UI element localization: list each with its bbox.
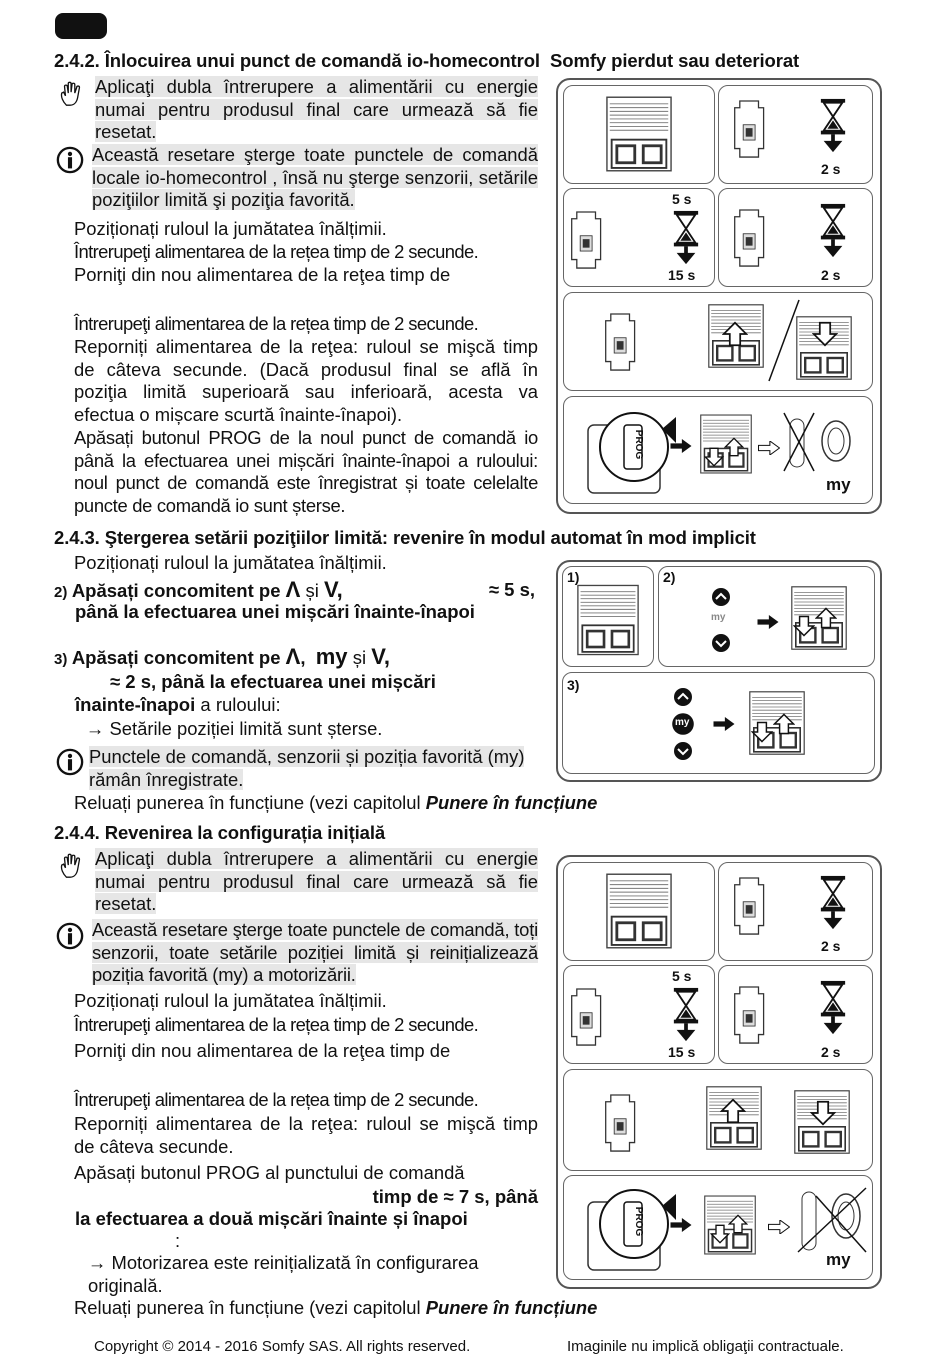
step-number: 3) [54, 651, 68, 668]
down-arrow-icon [793, 615, 815, 637]
step-text: Întrerupeţi alimentarea de la rețea timp de 2 secunde. [74, 241, 479, 262]
info-note: Această resetare şterge toate punctele de comandă, toți senzorii, toate setările poziției limită și reinițializează poziția favorită (my) a motorizării. [92, 919, 538, 985]
figure-cell [718, 188, 873, 287]
conjunction: și [352, 647, 367, 668]
figure-cell [562, 566, 654, 667]
figure-cell [563, 292, 873, 391]
up-button-icon [711, 587, 731, 607]
down-arrow-icon [704, 447, 724, 467]
figure-cell [562, 672, 875, 774]
figure-step-label: 2) [663, 569, 676, 585]
hourglass-icon [819, 978, 847, 1038]
arrow-right-icon [713, 717, 735, 731]
my-label: my [826, 475, 851, 494]
step-text: Porniţi din nou alimentarea de la reţea timp de [74, 1040, 451, 1061]
hourglass-icon [819, 201, 847, 261]
step-3-cont: înainte-înapoi a ruloului: [75, 694, 281, 715]
my-button-label: my [675, 717, 690, 728]
time-label: 15 s [668, 267, 696, 283]
step-bold: la efectuarea a două mișcări înainte și înapoi [75, 1208, 468, 1229]
figure-panel-2-4-3 [556, 560, 882, 782]
step-text: Reporniți alimentarea de la reţea: ruloul se mişcă timp de câteva secunde. [74, 1113, 538, 1157]
my-label: my [826, 1250, 851, 1269]
shutter-icon [606, 873, 672, 949]
step-text: Porniţi din nou alimentarea de la reţea timp de [74, 264, 451, 285]
arrow-right-icon [670, 1218, 692, 1232]
down-arrow-icon [751, 721, 773, 743]
remotes-crossed-icon [796, 1186, 868, 1258]
time-label: 2 s [821, 267, 841, 283]
info-icon [56, 146, 84, 174]
hourglass-icon [819, 873, 847, 933]
breaker-icon [733, 98, 767, 160]
step-colon: : [175, 1230, 181, 1251]
up-arrow-icon [724, 437, 744, 457]
step-text: Întrerupeţi alimentarea de la rețea timp de 2 secunde. [74, 1089, 479, 1110]
arrow-right-outline-icon [768, 1220, 790, 1234]
breaker-icon [604, 311, 638, 373]
figure-cell [718, 85, 873, 184]
prog-label: PROG [633, 429, 645, 460]
time-label: 15 s [668, 1044, 696, 1060]
hand-note: Aplicaţi dubla întrerupere a alimentării cu energie numai pentru produsul final care urmează să fie resetat. [95, 848, 538, 914]
figure-cell [658, 566, 875, 667]
info-icon [56, 922, 84, 950]
figure-cell [563, 1175, 873, 1280]
step-text: Întrerupeţi alimentarea de la rețea timp de 2 secunde. [74, 1014, 479, 1035]
hand-note: Aplicaţi dubla întrerupere a alimentării cu energie numai pentru produsul final care urmează să fie resetat. [95, 76, 538, 142]
info-icon [56, 748, 84, 776]
breaker-icon [733, 984, 767, 1046]
step-text: Apăsați butonul PROG de la noul punct de comandă io până la efectuarea unei mișcări înainte-înapoi a ruloului: noul punct de comandă este înregistrat și toate celelalte puncte de comandă io sunt șterse. [74, 427, 538, 516]
figure-cell [563, 862, 715, 961]
breaker-icon [604, 1092, 638, 1154]
down-arrow-icon [810, 1100, 836, 1126]
time-label: 5 s [672, 968, 692, 984]
header-tab [55, 13, 107, 39]
figure-step-label: 1) [567, 569, 580, 585]
arrow-right-icon [670, 439, 692, 453]
figure-panel-2-4-4 [556, 855, 882, 1289]
resume-text: Reluați punerea în funcțiune (vezi capitolul Punere în funcțiune [74, 1297, 598, 1318]
section-title-2-4-2 [54, 50, 799, 72]
down-arrow-icon [710, 1224, 730, 1244]
section-title-part-a: 2.4.2. Înlocuirea unui punct de comandă io-homecontrol [54, 50, 540, 71]
shutter-icon [577, 583, 639, 657]
down-button-icon [673, 741, 693, 761]
conjunction: și [305, 580, 319, 601]
down-key-label: V, [371, 644, 390, 669]
down-button-icon [711, 633, 731, 653]
resume-text: Reluați punerea în funcțiune (vezi capitolul Punere în funcțiune [74, 792, 598, 813]
up-arrow-icon [815, 607, 837, 629]
down-key-label: V, [323, 577, 343, 602]
breaker-icon [570, 209, 604, 271]
shutter-icon [606, 96, 672, 172]
step-2-cont: până la efectuarea unei mișcări înainte-înapoi [75, 601, 475, 622]
prog-label: PROG [633, 1206, 645, 1237]
hourglass-icon [819, 96, 847, 156]
breaker-icon [733, 875, 767, 937]
step-text: Întrerupeţi alimentarea de la rețea timp de 2 secunde. [74, 313, 479, 334]
remote-prog-icon [584, 407, 674, 497]
section-title-part-b: Somfy pierdut sau deteriorat [550, 50, 800, 71]
result-text: → Motorizarea este reinițializată în configurarea originală. [88, 1252, 479, 1296]
step-text: Poziționați ruloul la jumătatea înălțimii. [74, 218, 387, 239]
my-button-label: my [711, 612, 726, 623]
figure-cell [563, 85, 715, 184]
step-text: Poziționați ruloul la jumătatea înălțimii. [74, 990, 387, 1011]
old-remote-crossed-icon [784, 413, 854, 473]
time-label: 2 s [821, 161, 841, 177]
step-text: Poziționați ruloul la jumătatea înălțimii. [74, 552, 387, 573]
up-arrow-icon [728, 1214, 748, 1234]
section-title-2-4-4: 2.4.4. Revenirea la configurația inițială [54, 822, 386, 843]
figure-cell [563, 965, 715, 1064]
footer-disclaimer: Imaginile nu implică obligaţii contractuale. [567, 1338, 844, 1355]
hourglass-icon [672, 986, 700, 1044]
up-arrow-icon [773, 713, 795, 735]
breaker-icon [570, 986, 604, 1048]
footer-copyright: Copyright © 2014 - 2016 Somfy SAS. All rights reserved. [94, 1338, 471, 1355]
remote-prog-icon [584, 1184, 674, 1274]
step-3-text: Apăsați concomitent pe [71, 647, 281, 668]
up-arrow-icon [722, 321, 748, 347]
section-title-2-4-3: 2.4.3. Ştergerea setării poziţiilor limită: revenire în modul automat în mod implicit [54, 527, 756, 548]
figure-cell [563, 188, 715, 287]
figure-cell [718, 965, 873, 1064]
step-text: Reporniți alimentarea de la reţea: ruloul se mişcă timp de câteva secunde. (Dacă produsul final se află în poziţia limită superioară sau inferioară, acesta va efectua o mișcare scurtă înainte-înapoi). [74, 336, 538, 425]
result-text: → Setările poziției limită sunt șterse. [86, 718, 383, 739]
hourglass-icon [672, 209, 700, 267]
my-key-label: my [315, 644, 348, 669]
info-note: Această resetare şterge toate punctele de comandă locale io-homecontrol , însă nu şterge senzorii, setările poziţiilor limită şi poziţia favorită. [92, 144, 538, 210]
up-key-label: Λ [285, 577, 301, 602]
step-number: 2) [54, 584, 68, 601]
step-2-text: Apăsați concomitent pe [71, 580, 281, 601]
step-3: 3) Apăsați concomitent pe Λ, my și V, [54, 644, 390, 669]
up-key-label: Λ [285, 644, 301, 669]
figure-cell [718, 862, 873, 961]
time-label: 2 s [821, 938, 841, 954]
duration-label: ≈ 5 s, [488, 579, 535, 600]
hand-icon [58, 80, 86, 108]
arrow-right-outline-icon [758, 441, 780, 455]
up-arrow-icon [720, 1098, 746, 1124]
down-arrow-icon [812, 321, 838, 347]
figure-cell [563, 1069, 873, 1171]
step-duration: timp de ≈ 7 s, până [372, 1186, 538, 1207]
time-label: 5 s [672, 191, 692, 207]
hand-icon [58, 852, 86, 880]
info-note: Punctele de comandă, senzorii și poziția favorită (my) rămân înregistrate. [89, 746, 525, 790]
breaker-icon [733, 207, 767, 269]
arrow-right-icon [757, 615, 779, 629]
step-3-cont: ≈ 2 s, până la efectuarea unei mișcări [110, 671, 436, 692]
figure-panel-2-4-2 [556, 78, 882, 514]
step-text: Apăsați butonul PROG al punctului de comandă [74, 1162, 465, 1183]
figure-cell [563, 396, 873, 504]
time-label: 2 s [821, 1044, 841, 1060]
up-button-icon [673, 687, 693, 707]
figure-step-label: 3) [567, 677, 580, 693]
